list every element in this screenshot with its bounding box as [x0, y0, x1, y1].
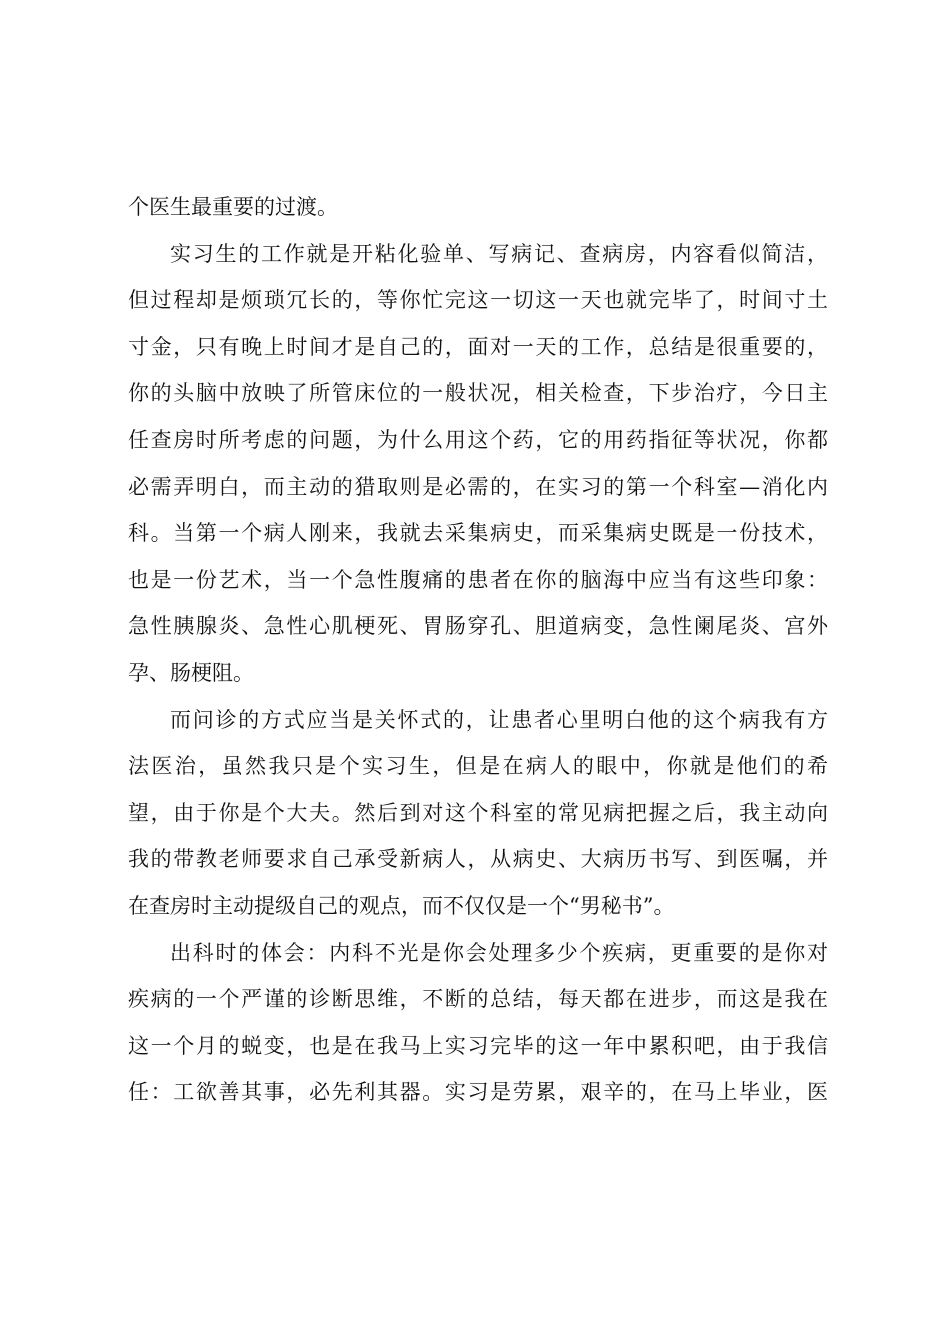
text-line: 必需弄明白，而主动的猎取则是必需的，在实习的第一个科室—消化内 — [128, 474, 828, 499]
text-line: 科。当第一个病人刚来，我就去采集病史，而采集病史既是一份技术， — [128, 521, 828, 546]
text-line: 你的头脑中放映了所管床位的一般状况，相关检查，下步治疗，今日主 — [128, 381, 828, 406]
paragraph-first-line: 实习生的工作就是开粘化验单、写病记、查病房，内容看似简洁， — [170, 241, 828, 266]
paragraph-first-line: 出科时的体会：内科不光是你会处理多少个疾病，更重要的是你对 — [170, 940, 828, 965]
text-line: 但过程却是烦琐冗长的，等你忙完这一切这一天也就完毕了，时间寸土 — [128, 288, 828, 313]
text-line: 个医生最重要的过渡。 — [128, 195, 338, 219]
text-line: 任：工欲善其事，必先利其器。实习是劳累，艰辛的，在马上毕业，医 — [128, 1080, 828, 1105]
text-line: 法医治，虽然我只是个实习生，但是在病人的眼中，你就是他们的希 — [128, 754, 828, 779]
text-line: 在查房时主动提级自己的观点，而不仅仅是一个“男秘书”。 — [128, 893, 675, 918]
text-line: 任查房时所考虑的问题，为什么用这个药，它的用药指征等状况，你都 — [128, 427, 828, 452]
paragraph-first-line: 而问诊的方式应当是关怀式的，让患者心里明白他的这个病我有方 — [170, 707, 828, 732]
text-line: 孕、肠梗阻。 — [128, 660, 254, 685]
text-line: 我的带教老师要求自己承受新病人，从病史、大病历书写、到医嘱，并 — [128, 847, 828, 872]
text-line: 疾病的一个严谨的诊断思维，不断的总结，每天都在进步，而这是我在 — [128, 987, 828, 1012]
text-line: 这一个月的蜕变，也是在我马上实习完毕的这一年中累积吧，由于我信 — [128, 1033, 828, 1058]
text-line: 望，由于你是个大夫。然后到对这个科室的常见病把握之后，我主动向 — [128, 800, 828, 825]
document-body — [128, 184, 828, 1116]
text-line: 寸金，只有晚上时间才是自己的，面对一天的工作，总结是很重要的， — [128, 334, 828, 359]
text-line: 也是一份艺术，当一个急性腹痛的患者在你的脑海中应当有这些印象： — [128, 567, 828, 592]
text-line: 急性胰腺炎、急性心肌梗死、胃肠穿孔、胆道病变，急性阑尾炎、宫外 — [128, 614, 828, 639]
